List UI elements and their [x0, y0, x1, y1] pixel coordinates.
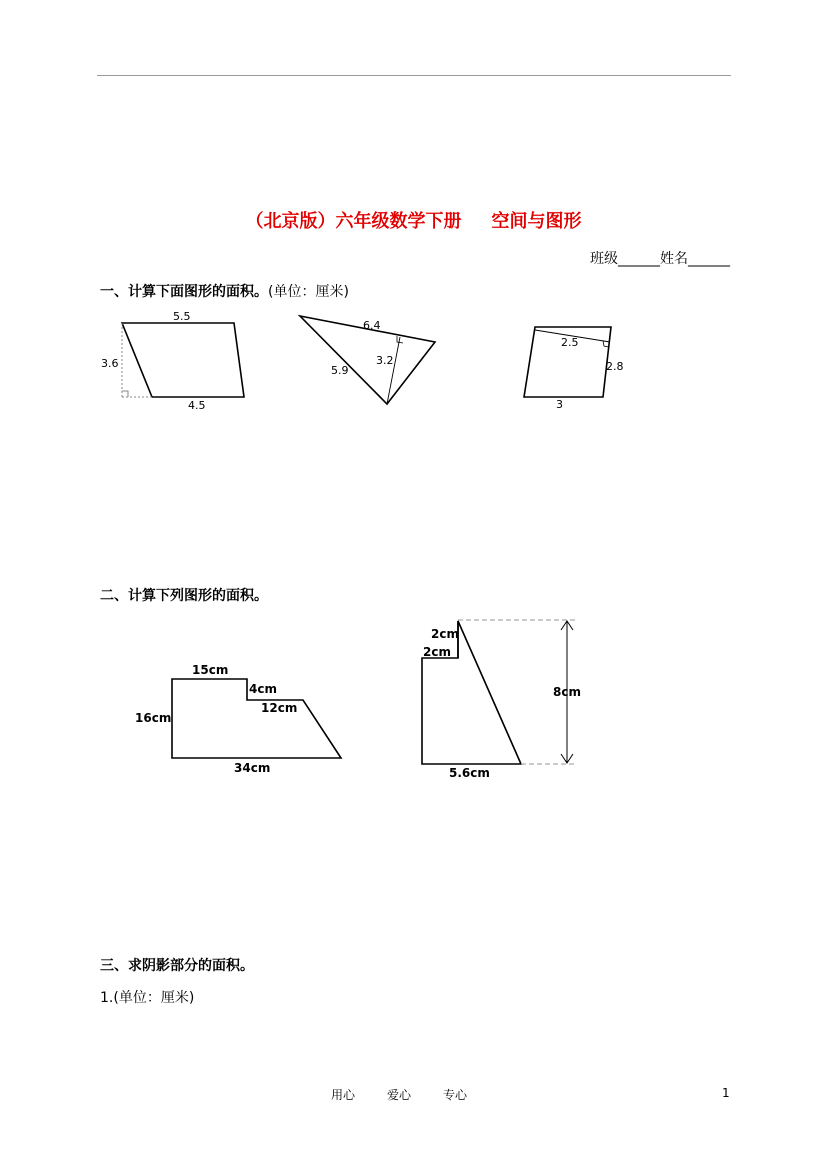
label-left: 16cm [135, 711, 172, 725]
label-top: 15cm [192, 663, 229, 677]
label-top-notch: 2cm [431, 627, 459, 641]
label-side-long: 6.4 [363, 319, 381, 332]
title-topic: 空间与图形 [491, 211, 582, 232]
right-angle-mark [122, 391, 128, 397]
footer-item-2: 爱心 [387, 1088, 412, 1102]
section1-unit: (单位：厘米) [268, 284, 349, 300]
section1-heading-text: 一、计算下面图形的面积。 [100, 284, 268, 300]
label-step: 12cm [261, 701, 298, 715]
class-name-line: 班级______姓名______ [590, 251, 730, 267]
header-rule [97, 75, 731, 76]
title-main: （北京版）六年级数学下册 [245, 211, 462, 232]
label-bottom: 4.5 [188, 399, 206, 412]
stepped-trapezoid-figure [130, 655, 355, 780]
label-left-notch: 2cm [423, 645, 451, 659]
page-number: 1 [722, 1086, 730, 1100]
label-notch: 4cm [249, 682, 277, 696]
page-title [0, 207, 827, 233]
label-height: 3.2 [376, 354, 394, 367]
label-side-short: 5.9 [331, 364, 349, 377]
footer-item-3: 专心 [443, 1088, 468, 1102]
triangle-height-line [387, 337, 400, 404]
parallelogram-figure [95, 305, 265, 420]
section3-item1: 1.(单位：厘米) [100, 990, 195, 1006]
label-side-height: 2.8 [606, 360, 624, 373]
label-bottom: 5.6cm [449, 766, 490, 780]
label-height: 3.6 [101, 357, 119, 370]
label-height: 8cm [553, 685, 581, 699]
notched-triangle-figure [415, 610, 590, 785]
triangle-figure [290, 305, 450, 415]
parallelogram-shape [122, 323, 244, 397]
label-bottom: 34cm [234, 761, 271, 775]
notched-shape [422, 621, 521, 764]
footer-item-1: 用心 [331, 1088, 356, 1102]
label-base: 3 [556, 398, 563, 411]
rhombus-figure [515, 320, 635, 415]
section2-heading: 二、计算下列图形的面积。 [100, 588, 268, 604]
label-top: 5.5 [173, 310, 191, 323]
section1-heading [100, 281, 349, 301]
section3-heading: 三、求阴影部分的面积。 [100, 958, 254, 974]
label-inner-height: 2.5 [561, 336, 579, 349]
